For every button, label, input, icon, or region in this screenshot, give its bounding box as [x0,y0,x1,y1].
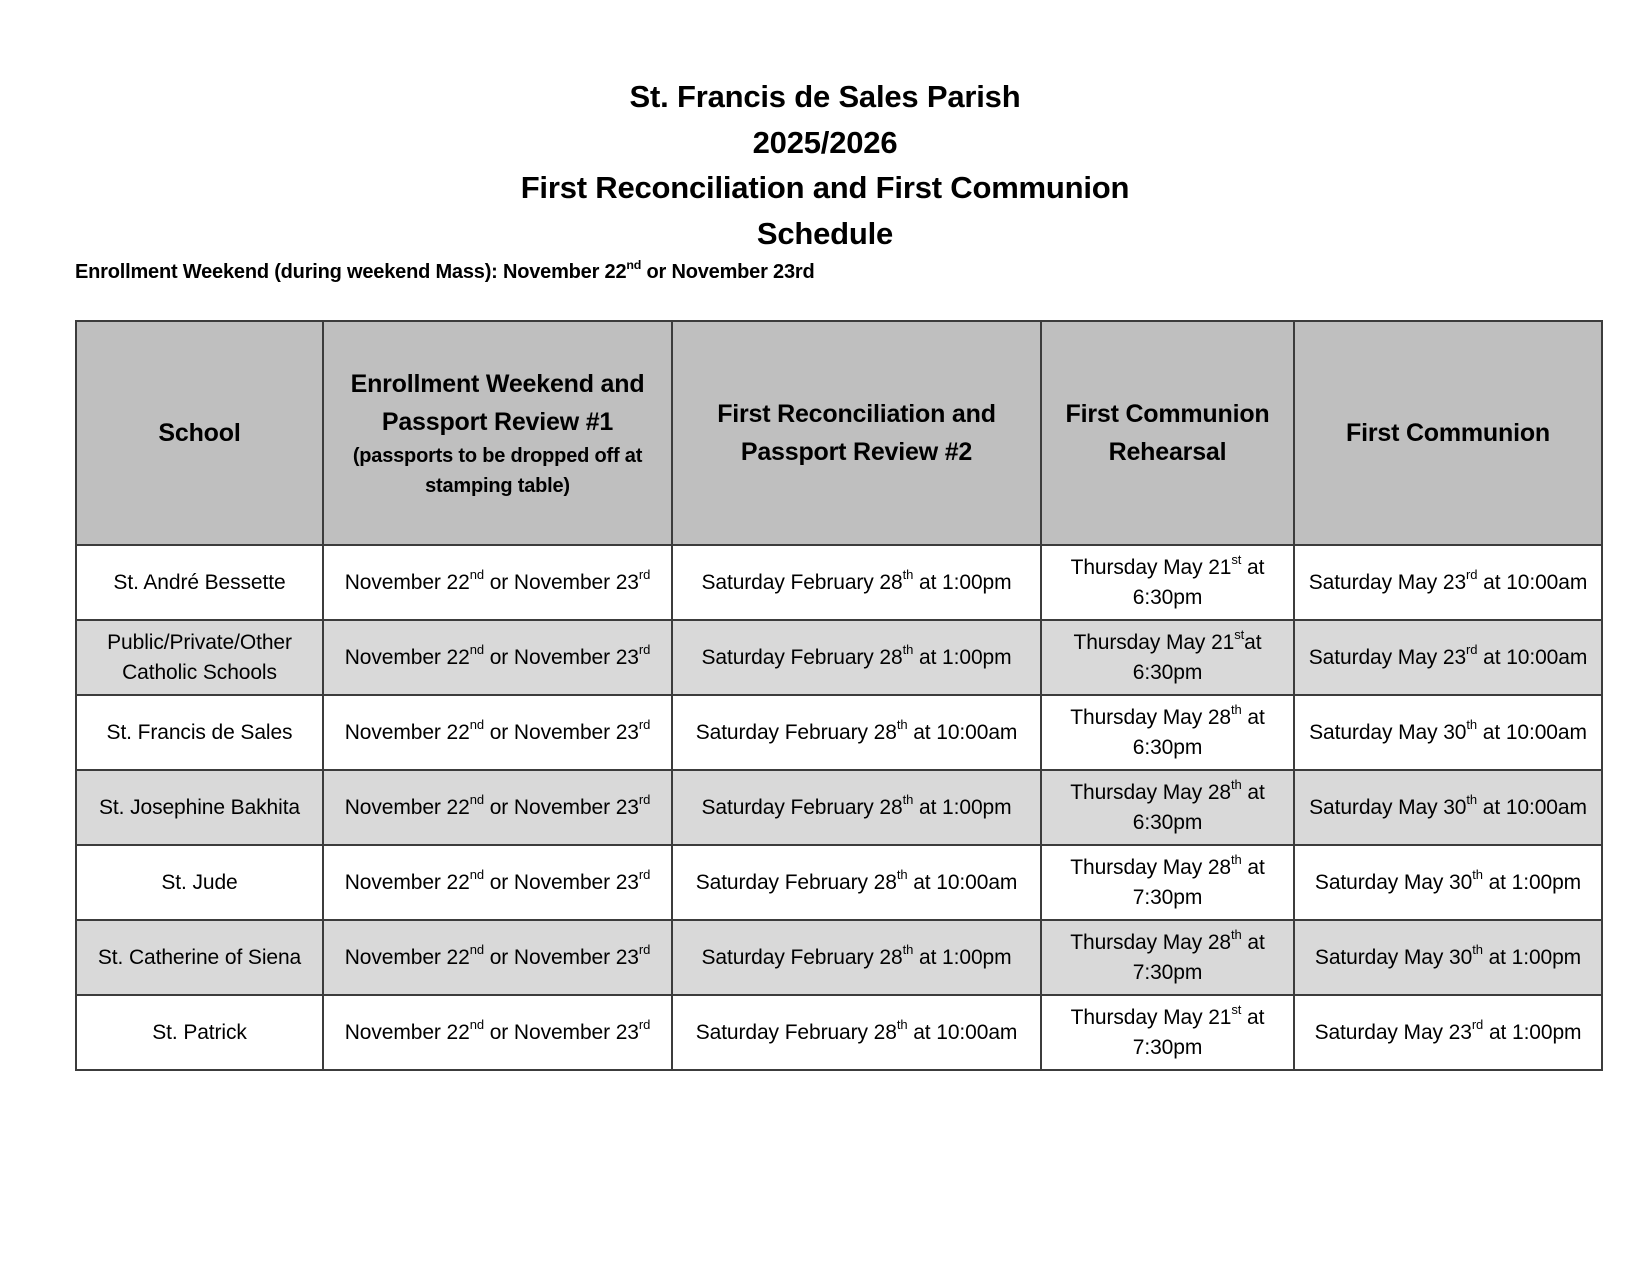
ordinal-suffix: th [1231,927,1242,943]
ordinal-suffix: th [1466,792,1478,808]
enrollment-note-suffix: or November 23rd [641,261,815,283]
cell-text: November 22 [344,945,470,969]
cell-text: Thursday May 21 [1070,1005,1232,1029]
ordinal-suffix: th [902,792,914,808]
cell-text: or November 23 [483,645,639,669]
ordinal-suffix: nd [469,942,484,958]
header-reconciliation-label: First Reconciliation and Passport Review #2 [717,400,996,466]
cell-text: at 1:00pm [913,795,1012,819]
header-enrollment-note: (passports to be dropped off at stamping table) [352,445,643,497]
cell-text: or November 23 [483,1020,639,1044]
cell-school: St. Josephine Bakhita [76,770,323,845]
cell-text: at 7:30pm [1132,1005,1265,1059]
header-communion [1294,321,1602,545]
cell-text: Saturday February 28 [695,1020,897,1044]
cell-communion [1294,995,1602,1070]
cell-text: Saturday February 28 [701,945,903,969]
schedule-table [75,320,1603,1071]
cell-communion [1294,770,1602,845]
cell-text: at 7:30pm [1132,855,1265,909]
ordinal-suffix: st [1231,552,1242,568]
ordinal-suffix: nd [469,642,484,658]
cell-communion [1294,845,1602,920]
cell-text: at 1:00pm [1483,1020,1582,1044]
cell-text: November 22 [344,795,470,819]
cell-communion [1294,920,1602,995]
header-reconciliation [672,321,1041,545]
ordinal-suffix: rd [638,717,651,733]
cell-text: at 1:00pm [1482,870,1582,894]
cell-text: or November 23 [483,870,639,894]
cell-reconciliation [672,845,1041,920]
cell-text: or November 23 [483,570,639,594]
ordinal-suffix: rd [638,867,651,883]
table-header-row [76,321,1602,545]
title-year: 2025/2026 [752,124,898,160]
cell-text: at 10:00am [1477,720,1587,744]
cell-text: at 10:00am [1477,795,1587,819]
cell-enrollment [323,620,672,695]
enrollment-note-prefix: Enrollment Weekend (during weekend Mass): November 22 [75,261,627,283]
ordinal-suffix: rd [1471,1017,1484,1033]
cell-text: Thursday May 21 [1070,555,1232,579]
cell-text: November 22 [344,870,470,894]
cell-text: or November 23 [483,795,639,819]
title-parish: St. Francis de Sales Parish [629,79,1021,114]
cell-text: Saturday February 28 [695,870,897,894]
ordinal-suffix: st [1231,1002,1242,1018]
cell-enrollment [323,770,672,845]
cell-text: Saturday May 23 [1308,645,1467,669]
ordinal-suffix: rd [638,942,651,958]
cell-text: at 10:00am [1477,645,1588,669]
cell-text: at 1:00pm [913,945,1012,969]
ordinal-suffix: rd [638,567,651,583]
cell-school: St. Francis de Sales [76,695,323,770]
header-school-label: School [158,419,241,447]
header-enrollment [323,321,672,545]
ordinal-suffix: rd [638,792,651,808]
ordinal-suffix: th [896,1017,908,1033]
cell-text: Saturday May 30 [1314,945,1473,969]
cell-rehearsal [1041,920,1294,995]
cell-text: Saturday February 28 [701,570,903,594]
cell-enrollment [323,845,672,920]
ordinal-suffix: nd [469,867,484,883]
cell-text: at 10:00am [1477,570,1588,594]
cell-text: at 10:00am [907,870,1018,894]
cell-enrollment [323,695,672,770]
header-rehearsal [1041,321,1294,545]
ordinal-suffix: rd [1466,567,1478,583]
cell-text: Thursday May 28 [1070,780,1232,804]
cell-text: Saturday May 30 [1309,795,1467,819]
ordinal-suffix: rd [1466,642,1478,658]
cell-school: St. Patrick [76,995,323,1070]
cell-communion [1294,545,1602,620]
cell-school: St. André Bessette [76,545,323,620]
cell-rehearsal [1041,770,1294,845]
cell-text: November 22 [344,720,470,744]
enrollment-note-sup: nd [626,258,642,273]
ordinal-suffix: nd [469,792,484,808]
ordinal-suffix: th [1472,867,1483,883]
cell-text: Saturday February 28 [701,645,903,669]
ordinal-suffix: rd [638,1017,651,1033]
ordinal-suffix: th [1466,717,1478,733]
table-row [76,620,1602,695]
cell-text: at 6:30pm [1132,780,1265,834]
table-row [76,845,1602,920]
title-sacraments: First Reconciliation and First Communion [520,170,1130,205]
ordinal-suffix: nd [469,1017,484,1033]
ordinal-suffix: th [896,867,908,883]
ordinal-suffix: nd [469,717,484,733]
cell-text: November 22 [344,645,470,669]
cell-text: at 1:00pm [913,570,1012,594]
cell-reconciliation [672,545,1041,620]
cell-text: Saturday May 23 [1308,570,1467,594]
cell-text: at 7:30pm [1132,930,1265,984]
ordinal-suffix: th [902,567,914,583]
document-title [0,74,1650,256]
cell-text: Saturday February 28 [695,720,897,744]
cell-text: or November 23 [483,945,639,969]
cell-text: or November 23 [483,720,639,744]
ordinal-suffix: th [902,942,914,958]
table-row [76,920,1602,995]
table-row [76,770,1602,845]
cell-text: Thursday May 28 [1070,855,1232,879]
cell-reconciliation [672,920,1041,995]
cell-rehearsal [1041,695,1294,770]
cell-text: at 10:00am [907,720,1018,744]
cell-school: St. Jude [76,845,323,920]
cell-reconciliation [672,695,1041,770]
cell-rehearsal [1041,845,1294,920]
cell-text: November 22 [344,570,470,594]
header-school [76,321,323,545]
cell-text: at 1:00pm [1482,945,1582,969]
cell-communion [1294,620,1602,695]
table-row [76,545,1602,620]
cell-text: Saturday February 28 [701,795,903,819]
cell-text: Thursday May 21 [1073,630,1235,654]
cell-enrollment [323,920,672,995]
header-enrollment-label: Enrollment Weekend and Passport Review #1 [350,370,645,436]
table-row [76,995,1602,1070]
table-row [76,695,1602,770]
ordinal-suffix: st [1234,627,1245,643]
cell-reconciliation [672,995,1041,1070]
cell-text: Thursday May 28 [1070,930,1232,954]
cell-rehearsal [1041,620,1294,695]
ordinal-suffix: th [896,717,908,733]
enrollment-weekend-note [75,258,815,284]
cell-text: November 22 [344,1020,470,1044]
cell-text: Saturday May 23 [1314,1020,1472,1044]
header-rehearsal-label: First Communion Rehearsal [1065,400,1270,466]
cell-reconciliation [672,770,1041,845]
cell-text: at 6:30pm [1132,705,1265,759]
ordinal-suffix: rd [638,642,651,658]
title-schedule: Schedule [756,215,894,251]
ordinal-suffix: nd [469,567,484,583]
cell-reconciliation [672,620,1041,695]
ordinal-suffix: th [902,642,914,658]
cell-rehearsal [1041,545,1294,620]
cell-school: St. Catherine of Siena [76,920,323,995]
cell-communion [1294,695,1602,770]
cell-text: at 6:30pm [1132,555,1265,609]
ordinal-suffix: th [1231,852,1242,868]
cell-school: Public/Private/Other Catholic Schools [76,620,323,695]
header-communion-label: First Communion [1346,419,1550,447]
cell-text: Thursday May 28 [1070,705,1232,729]
cell-text: at 6:30pm [1132,630,1262,684]
cell-enrollment [323,545,672,620]
cell-text: Saturday May 30 [1309,720,1467,744]
table-body [76,545,1602,1070]
ordinal-suffix: th [1231,702,1242,718]
cell-rehearsal [1041,995,1294,1070]
cell-text: Saturday May 30 [1314,870,1473,894]
ordinal-suffix: th [1472,942,1483,958]
cell-text: at 10:00am [907,1020,1018,1044]
cell-text: at 1:00pm [913,645,1012,669]
cell-enrollment [323,995,672,1070]
ordinal-suffix: th [1231,777,1242,793]
